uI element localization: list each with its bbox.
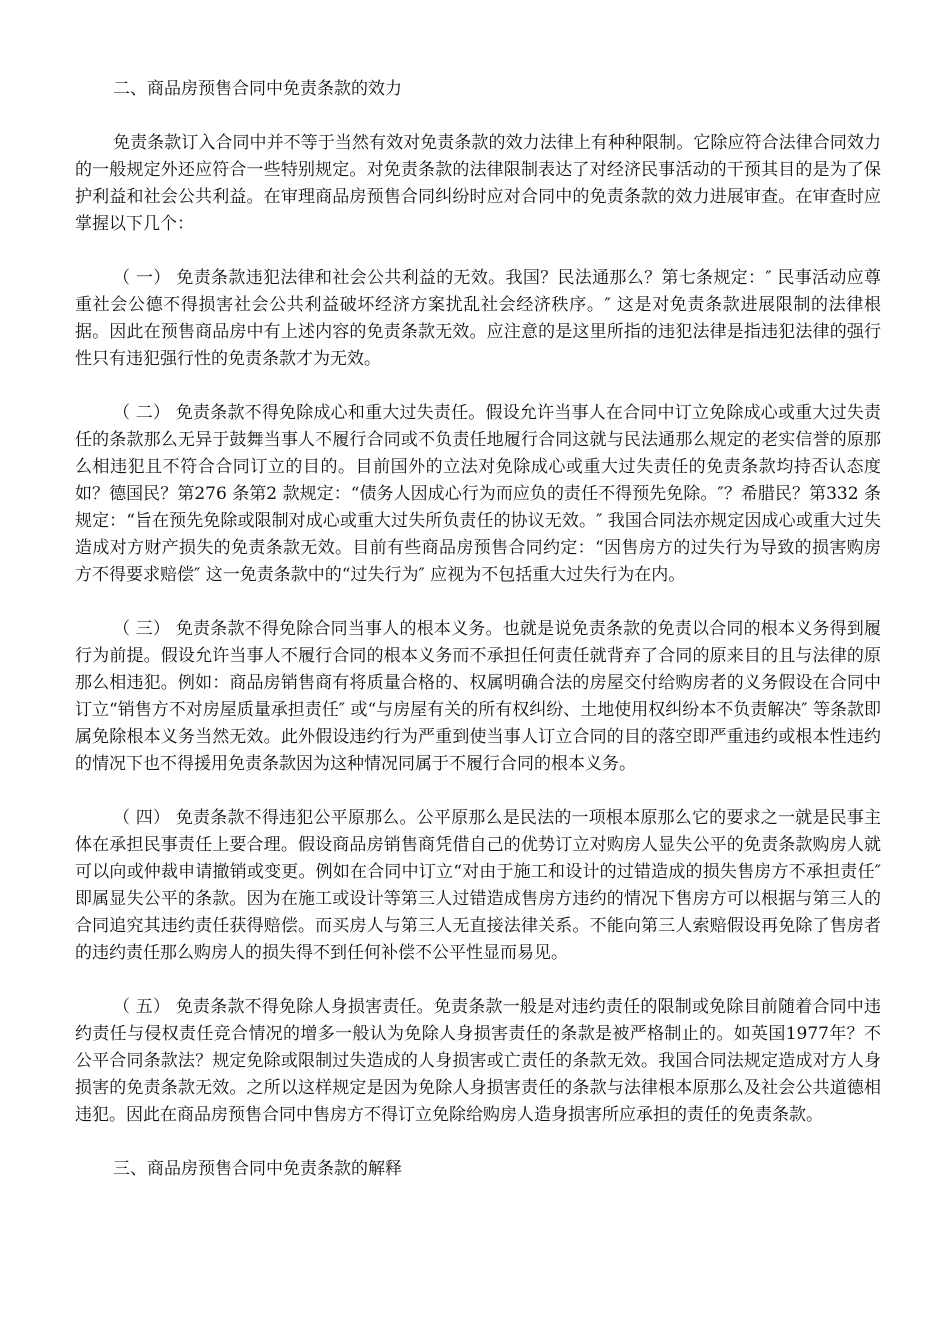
clause-paragraph-4: （ 四） 免责条款不得违犯公平原那么。公平原那么是民法的一项根本原那么它的要求之一就是民事主体在承担民事责任上要合理。假设商品房销售商凭借自己的优势订立对购房人显失公平的免责条款购房人就可以向或仲裁申请撤销或变更。例如在合同中订立“对由于施工和设计的过错造成的损失售房方不承担责任″ 即属显失公平的条款。因为在施工或设计等第三人过错造成售房方违约的情况下售房方可以根据与第三人的合同追究其违约责任获得赔偿。而买房人与第三人无直接法律关系。不能向第三人索赔假设再免除了售房者的违约责任那么购房人的损失得不到任何补偿不公平性显而易见。: [75, 808, 881, 963]
clause-paragraph-3: （ 三） 免责条款不得免除合同当事人的根本义务。也就是说免责条款的免责以合同的根本义务得到履行为前提。假设允许当事人不履行合同的根本义务而不承担任何责任就背弃了合同的原来目的且与法律的原那么相违犯。例如：商品房销售商有将质量合格的、权属明确合法的房屋交付给购房者的义务假设在合同中订立“销售方不对房屋质量承担责任″ 或“与房屋有关的所有权纠纷、土地使用权纠纷本不负责解决″ 等条款即属免除根本义务当然无效。此外假设违约行为严重到使当事人订立合同的目的落空即严重违约或根本性违约的情况下也不得援用免责条款因为这种情况同属于不履行合同的根本义务。: [75, 619, 881, 774]
document-body: [75, 76, 881, 1183]
section-heading-2: 二、商品房预售合同中免责条款的效力: [113, 79, 402, 99]
intro-paragraph: 免责条款订入合同中并不等于当然有效对免责条款的效力法律上有种种限制。它除应符合法律合同效力的一般规定外还应符合一些特别规定。对免责条款的法律限制表达了对经济民事活动的干预其目的是为了保护利益和社会公共利益。在审理商品房预售合同纠纷时应对合同中的免责条款的效力进展审查。在审查时应掌握以下几个：: [75, 133, 881, 234]
section-heading-3: 三、商品房预售合同中免责条款的解释: [113, 1159, 402, 1179]
clause-paragraph-1: （ 一） 免责条款违犯法律和社会公共利益的无效。我国？民法通那么？第七条规定：″ 民事活动应尊重社会公德不得损害社会公共利益破坏经济方案扰乱社会经济秩序。″ 这是对免责条款进展限制的法律根据。因此在预售商品房中有上述内容的免责条款无效。应注意的是这里所指的违犯法律是指违犯法律的强行性只有违犯强行性的免责条款才为无效。: [75, 268, 881, 369]
clause-paragraph-5: （ 五） 免责条款不得免除人身损害责任。免责条款一般是对违约责任的限制或免除目前随着合同中违约责任与侵权责任竞合情况的增多一般认为免除人身损害责任的条款是被严格制止的。如英国1977年？不公平合同条款法？规定免除或限制过失造成的人身损害或亡责任的条款无效。我国合同法规定造成对方人身损害的免责条款无效。之所以这样规定是因为免除人身损害责任的条款与法律根本原那么及社会公共道德相违犯。因此在商品房预售合同中售房方不得订立免除给购房人造身损害所应承担的责任的免责条款。: [75, 997, 881, 1125]
clause-paragraph-2: （ 二） 免责条款不得免除成心和重大过失责任。假设允许当事人在合同中订立免除成心或重大过失责任的条款那么无异于鼓舞当事人不履行合同或不负责任地履行合同这就与民法通那么规定的老实信誉的原那么相违犯且不符合合同订立的目的。目前国外的立法对免除成心或重大过失责任的免责条款均持否认态度如？德国民？第276 条第2 款规定：“债务人因成心行为而应负的责任不得预先免除。″？希腊民？第332 条规定：“旨在预先免除或限制对成心或重大过失所负责任的协议无效。″ 我国合同法亦规定因成心或重大过失造成对方财产损失的免责条款无效。目前有些商品房预售合同约定：“因售房方的过失行为导致的损害购房方不得要求赔偿″ 这一免责条款中的“过失行为″ 应视为不包括重大过失行为在内。: [75, 403, 881, 585]
